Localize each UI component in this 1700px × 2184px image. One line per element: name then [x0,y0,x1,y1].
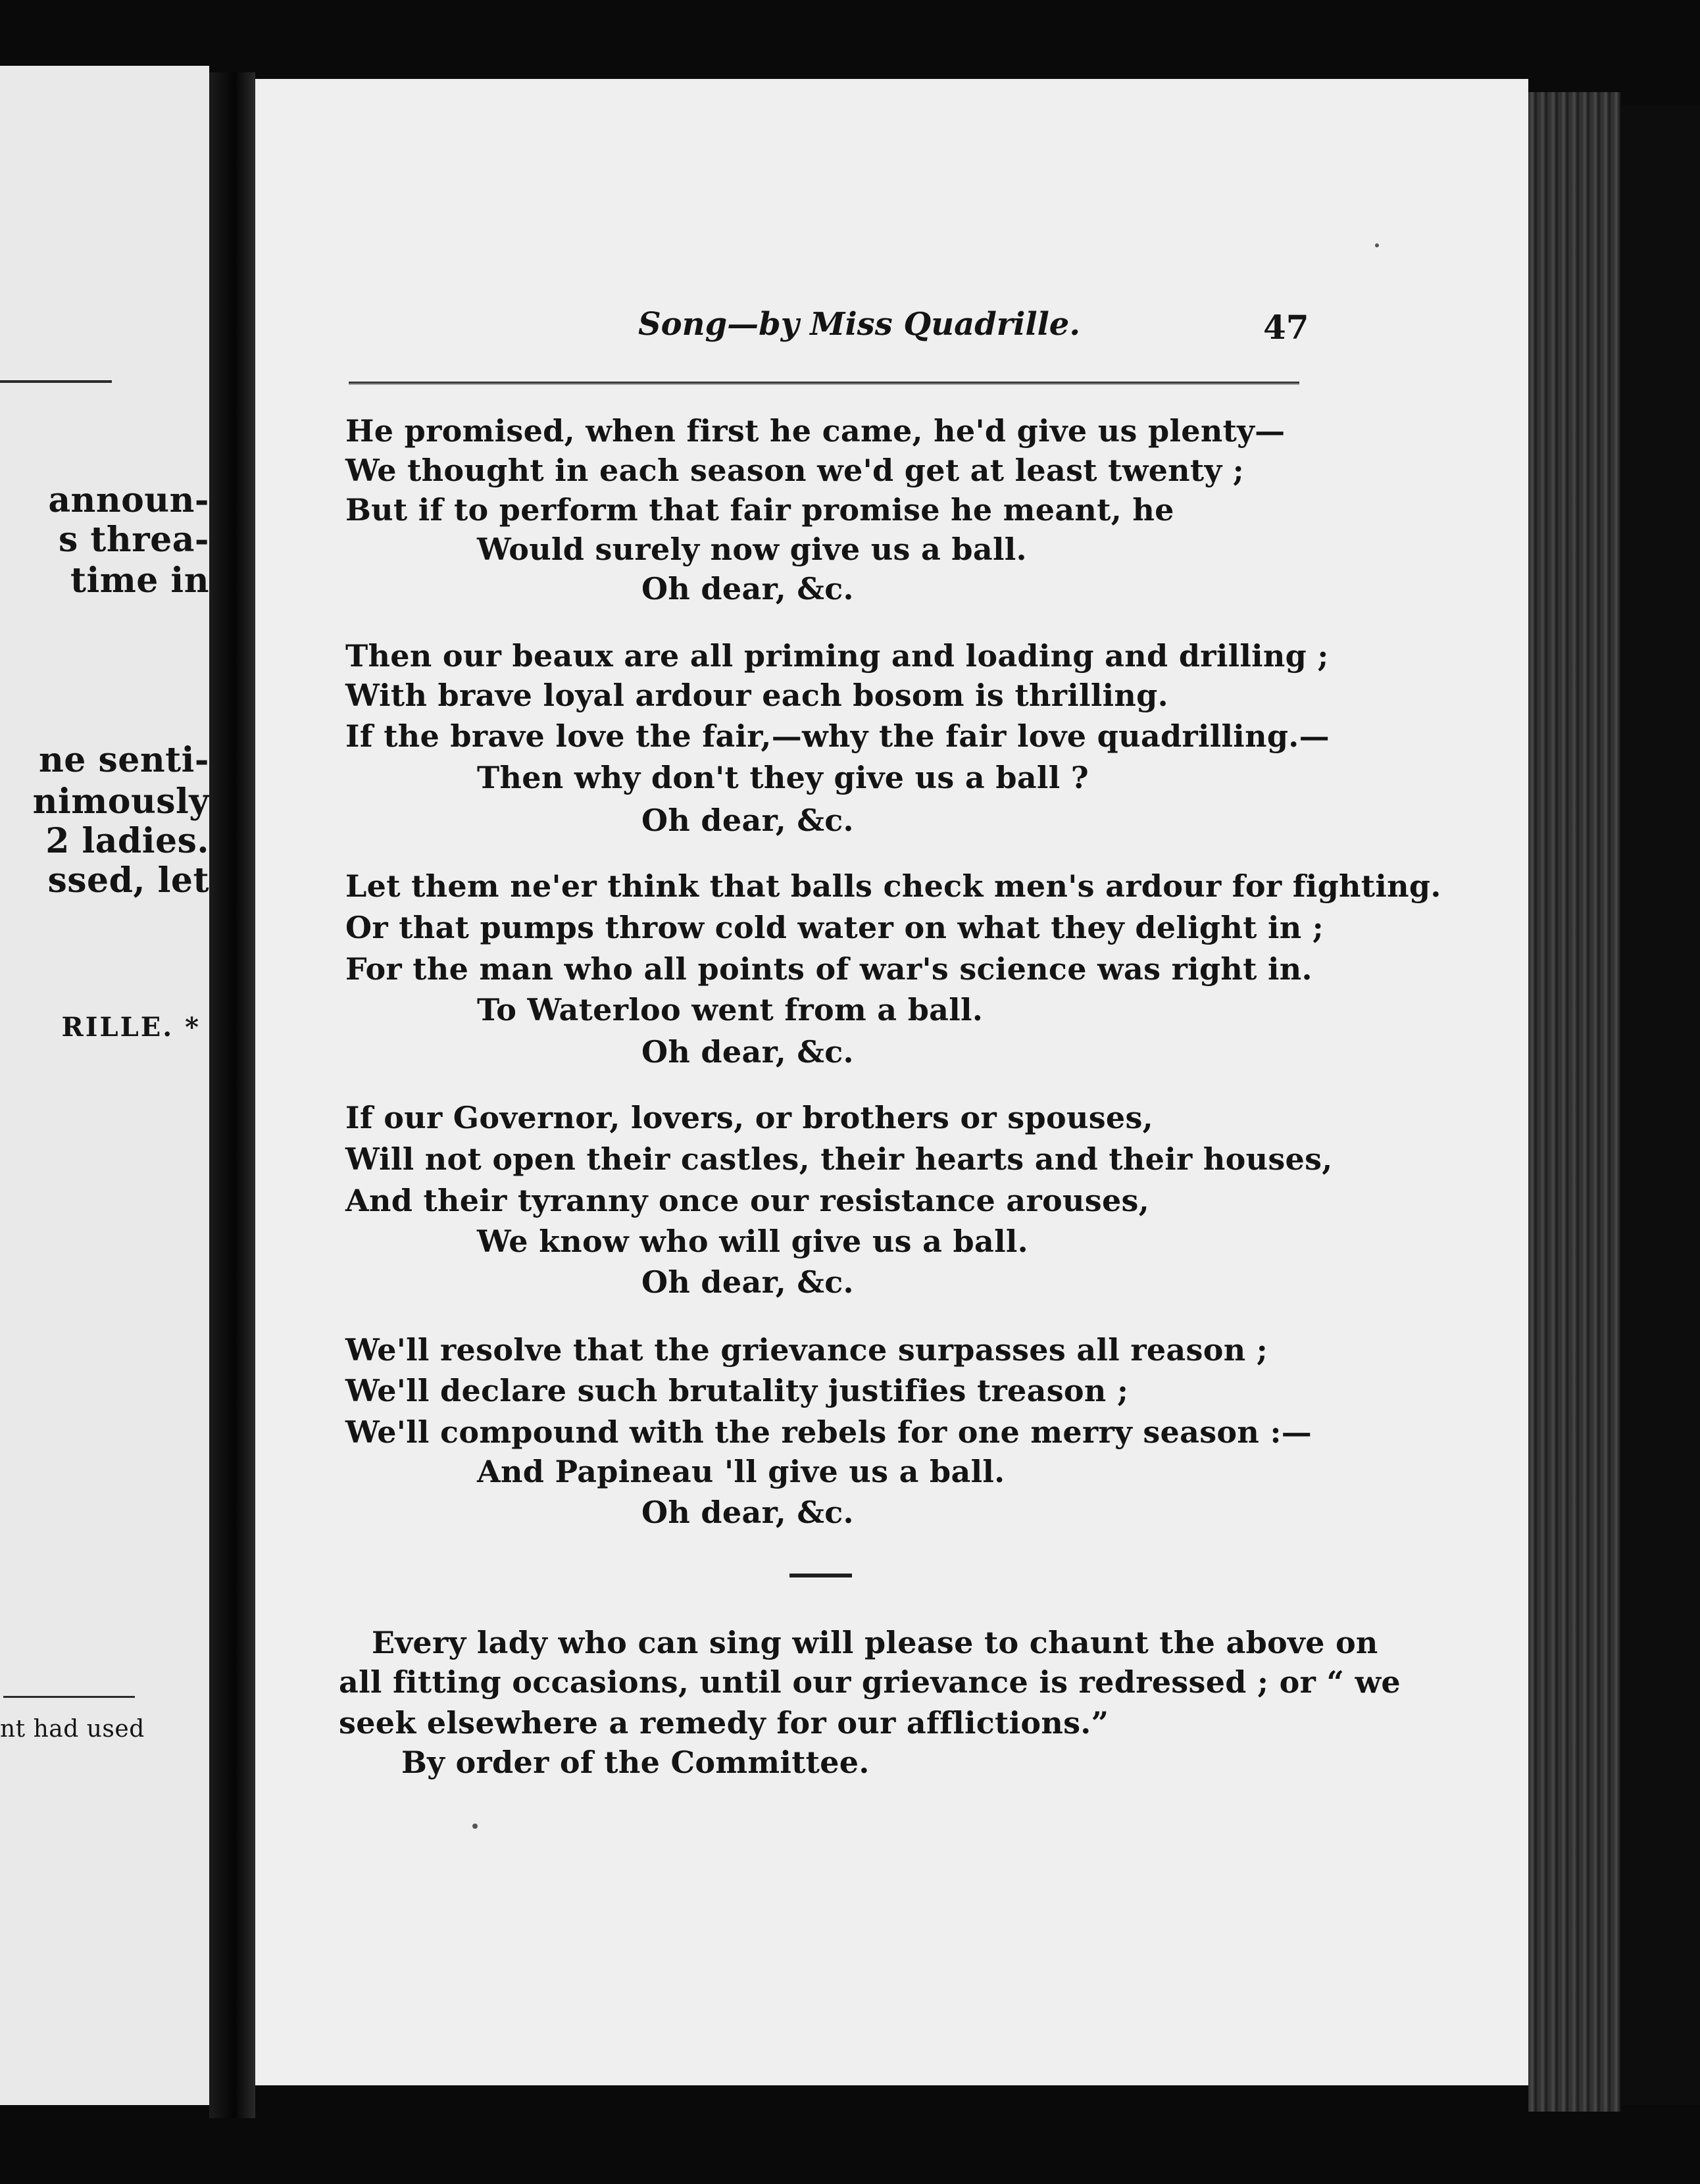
signature-line: By order of the Committee. [401,1745,870,1780]
page-number: 47 [1263,308,1309,347]
verse-line: We'll compound with the rebels for one merry season :— [345,1414,1312,1450]
left-page-fragment: s threa- [59,520,209,560]
ink-speck [472,1824,478,1829]
section-rule [789,1574,852,1577]
header-rule [349,382,1299,385]
book-gutter [209,72,255,2118]
left-page-fragment: ssed, let [47,860,209,901]
verse-line: Then our beaux are all priming and loading and drilling ; [345,638,1329,674]
verse-line: If our Governor, lovers, or brothers or spouses, [345,1100,1153,1135]
left-page-rule [0,380,112,383]
refrain-line: We know who will give us a ball. [477,1224,1028,1259]
left-page-fragment: nimously [32,782,209,822]
left-page-fragment: RILLE. * [61,1012,201,1043]
refrain-line: To Waterloo went from a ball. [477,992,984,1028]
closing-paragraph-line: all fitting occasions, until our grievance is redressed ; or “ we [339,1664,1401,1700]
verse-line: Let them ne'er think that balls check men's ardour for fighting. [345,868,1441,904]
left-footnote-rule [3,1696,135,1698]
verse-line: He promised, when first he came, he'd give us plenty— [345,413,1286,449]
left-page-fragment: 2 ladies. [45,821,209,861]
right-page [255,79,1528,2085]
chorus-line: Oh dear, &c. [641,1495,854,1530]
left-page-fragment: announ- [48,480,209,520]
left-page-fragment: ne senti- [38,740,209,780]
refrain-line: And Papineau 'll give us a ball. [477,1454,1005,1489]
verse-line: And their tyranny once our resistance arouses, [345,1183,1150,1218]
verse-line: Or that pumps throw cold water on what they delight in ; [345,910,1324,945]
chorus-line: Oh dear, &c. [641,803,854,838]
verse-line: We'll declare such brutality justifies treason ; [345,1373,1129,1408]
left-page-fragment: time in [70,560,209,601]
refrain-line: Then why don't they give us a ball ? [477,760,1089,795]
left-facing-page [0,66,209,2105]
chorus-line: Oh dear, &c. [641,571,854,607]
verse-line: We thought in each season we'd get at least twenty ; [345,453,1245,488]
verse-line: We'll resolve that the grievance surpasses all reason ; [345,1332,1268,1368]
closing-paragraph-line: Every lady who can sing will please to chaunt the above on [372,1625,1378,1660]
refrain-line: Would surely now give us a ball. [477,532,1027,567]
ink-speck [1375,243,1379,247]
chorus-line: Oh dear, &c. [641,1264,854,1300]
verse-line: With brave loyal ardour each bosom is thrilling. [345,678,1168,713]
verse-line: For the man who all points of war's science was right in. [345,951,1312,987]
closing-paragraph-line: seek elsewhere a remedy for our afflictions.” [339,1705,1109,1741]
page-edge-stack [1528,92,1620,2112]
chorus-line: Oh dear, &c. [641,1034,854,1070]
verse-line: But if to perform that fair promise he meant, he [345,492,1174,528]
book-cover-edge [1620,105,1700,2105]
verse-line: Will not open their castles, their hearts and their houses, [345,1141,1333,1177]
running-head: Song—by Miss Quadrille. [638,306,1081,343]
verse-line: If the brave love the fair,—why the fair love quadrilling.— [345,718,1330,754]
left-page-footnote: nt had used [0,1716,145,1743]
